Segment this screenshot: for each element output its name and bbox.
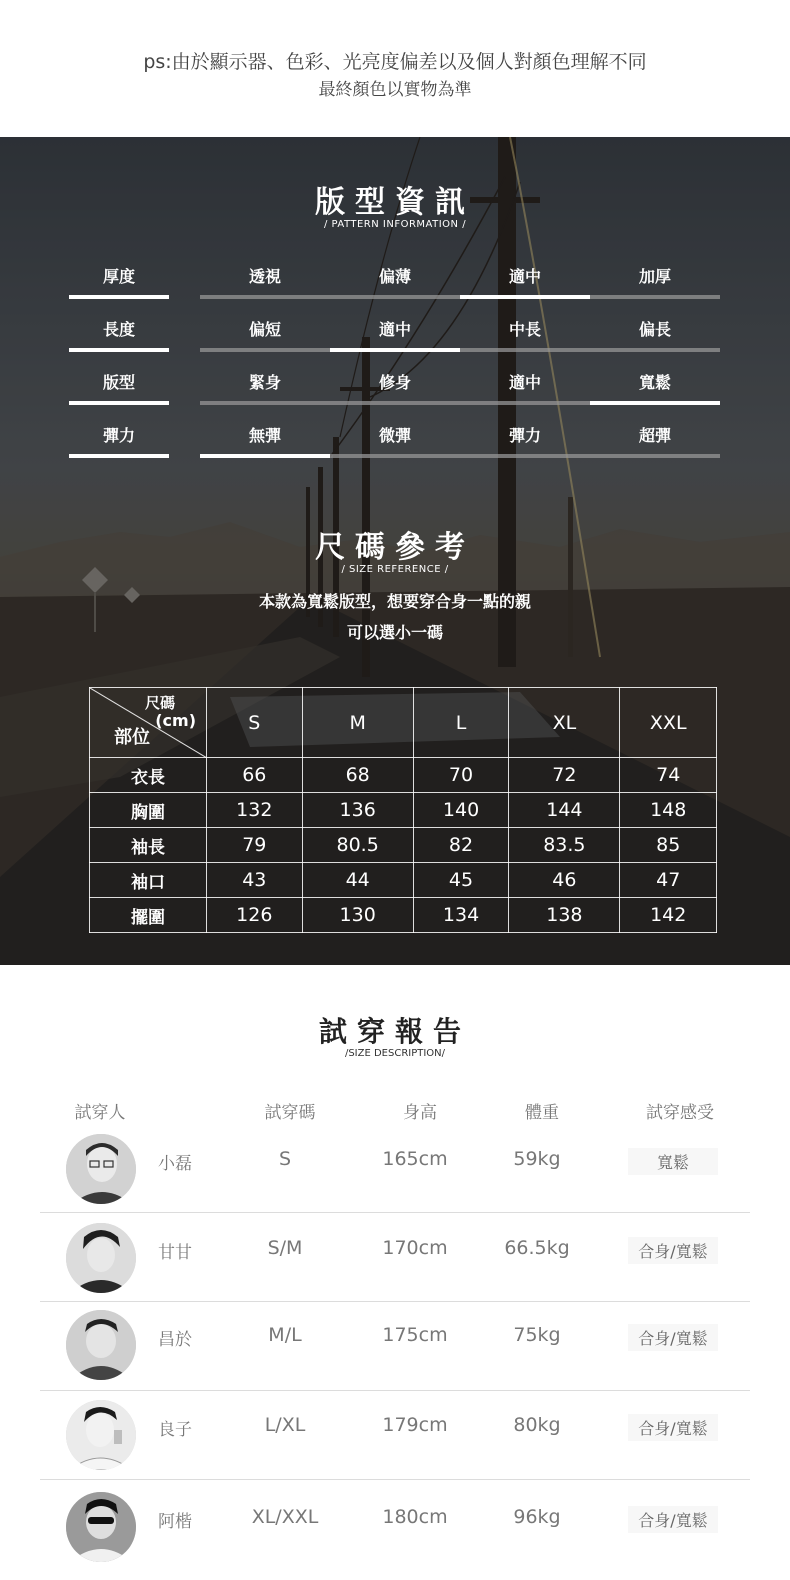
pattern-scale-selected <box>590 401 720 405</box>
pattern-row-label: 厚度 <box>102 267 135 286</box>
pattern-label-underline <box>69 348 169 352</box>
report-header-height: 身高 <box>403 1103 437 1123</box>
size-col-header: S <box>207 688 303 758</box>
tester-row <box>40 1480 750 1569</box>
size-cell: 140 <box>413 793 509 828</box>
pattern-option: 適中 <box>508 267 541 286</box>
pattern-label-underline <box>69 454 169 458</box>
pattern-option: 偏短 <box>248 320 281 339</box>
pattern-option: 偏長 <box>638 320 671 339</box>
avatar <box>66 1223 136 1293</box>
size-chart-table <box>89 687 717 933</box>
pattern-option: 適中 <box>508 373 541 392</box>
pattern-label-underline <box>69 401 169 405</box>
report-title: 試穿報告 <box>318 1015 471 1048</box>
pattern-title: 版型資訊 <box>315 185 475 220</box>
corner-unit-label: (cm) <box>155 711 196 730</box>
size-subtitle: / SIZE REFERENCE / <box>341 564 449 575</box>
pattern-option: 中長 <box>508 320 541 339</box>
size-col-header: XL <box>509 688 620 758</box>
pattern-option: 適中 <box>378 320 411 339</box>
tester-size: XL/XXL <box>251 1506 319 1528</box>
size-cell: 46 <box>509 863 620 898</box>
tester-feel: 合身/寬鬆 <box>628 1414 718 1441</box>
tester-weight: 66.5kg <box>504 1237 570 1259</box>
size-row <box>90 898 717 933</box>
pattern-scale-selected <box>330 348 460 352</box>
tester-row <box>40 1124 750 1213</box>
tester-feel: 合身/寬鬆 <box>628 1506 718 1533</box>
pattern-option: 微彈 <box>378 426 411 445</box>
avatar <box>66 1134 136 1204</box>
pattern-option: 修身 <box>378 373 411 392</box>
size-cell: 126 <box>207 898 303 933</box>
tester-name: 甘甘 <box>158 1243 192 1263</box>
person-avatar-icon <box>66 1223 136 1293</box>
pattern-size-section <box>0 137 790 965</box>
tester-weight: 80kg <box>513 1414 561 1436</box>
tester-name: 小磊 <box>158 1154 192 1174</box>
size-cell: 132 <box>207 793 303 828</box>
size-cell: 43 <box>207 863 303 898</box>
size-cell: 74 <box>620 758 717 793</box>
size-col-header: M <box>302 688 413 758</box>
person-avatar-icon <box>66 1134 136 1204</box>
size-cell: 68 <box>302 758 413 793</box>
size-cell: 148 <box>620 793 717 828</box>
report-header-tester: 試穿人 <box>74 1103 126 1123</box>
size-row-label: 胸圍 <box>90 793 207 828</box>
size-cell: 82 <box>413 828 509 863</box>
tester-size: M/L <box>268 1324 302 1346</box>
tester-height: 179cm <box>382 1414 448 1436</box>
size-col-header: XXL <box>620 688 717 758</box>
size-cell: 138 <box>509 898 620 933</box>
size-note-line-1: 本款為寬鬆版型，想要穿合身一點的親 <box>258 592 531 611</box>
pattern-option: 緊身 <box>248 373 281 392</box>
size-cell: 85 <box>620 828 717 863</box>
pattern-row-label: 彈力 <box>102 426 135 445</box>
corner-part-label: 部位 <box>114 727 150 748</box>
size-corner-cell <box>90 688 207 758</box>
tester-height: 170cm <box>382 1237 448 1259</box>
size-row-label: 衣長 <box>90 758 207 793</box>
size-row <box>90 793 717 828</box>
tester-row <box>40 1302 750 1391</box>
tester-name: 阿楷 <box>158 1512 192 1532</box>
size-cell: 134 <box>413 898 509 933</box>
size-note-line-2: 可以選小一碼 <box>346 623 443 642</box>
size-row <box>90 758 717 793</box>
notice-line-2: 最終顏色以實物為準 <box>318 80 472 100</box>
pattern-row-label: 長度 <box>102 320 135 339</box>
notice-line-1: ps:由於顯示器、色彩、光亮度偏差以及個人對顏色理解不同 <box>143 51 647 73</box>
tester-feel: 合身/寬鬆 <box>628 1324 718 1351</box>
size-row-label: 擺圍 <box>90 898 207 933</box>
size-cell: 66 <box>207 758 303 793</box>
tester-height: 165cm <box>382 1148 448 1170</box>
avatar <box>66 1400 136 1470</box>
person-avatar-icon <box>66 1310 136 1380</box>
report-header-size: 試穿碼 <box>264 1103 316 1123</box>
tester-feel: 合身/寬鬆 <box>628 1237 718 1264</box>
report-subtitle: /SIZE DESCRIPTION/ <box>344 1048 446 1059</box>
size-row <box>90 828 717 863</box>
size-cell: 72 <box>509 758 620 793</box>
pattern-scale-track <box>200 348 720 352</box>
size-cell: 79 <box>207 828 303 863</box>
pattern-option: 無彈 <box>248 426 281 445</box>
size-cell: 83.5 <box>509 828 620 863</box>
pattern-option: 透視 <box>248 267 281 286</box>
tester-size: S/M <box>267 1237 303 1259</box>
size-cell: 136 <box>302 793 413 828</box>
size-header-row <box>90 688 717 758</box>
tester-height: 180cm <box>382 1506 448 1528</box>
report-header-weight: 體重 <box>525 1103 559 1123</box>
size-title: 尺碼參考 <box>315 530 475 565</box>
pattern-row-label: 版型 <box>102 373 135 392</box>
tester-weight: 96kg <box>513 1506 561 1528</box>
corner-size-label: 尺碼 <box>144 694 175 712</box>
avatar <box>66 1310 136 1380</box>
size-col-header: L <box>413 688 509 758</box>
report-header-feel: 試穿感受 <box>646 1103 714 1123</box>
person-avatar-icon <box>66 1492 136 1562</box>
size-cell: 130 <box>302 898 413 933</box>
tester-size: S <box>278 1148 292 1170</box>
size-row <box>90 863 717 898</box>
tester-feel: 寬鬆 <box>628 1148 718 1175</box>
size-cell: 45 <box>413 863 509 898</box>
pattern-scale-selected <box>460 295 590 299</box>
tester-weight: 59kg <box>513 1148 561 1170</box>
size-row-label: 袖口 <box>90 863 207 898</box>
size-cell: 142 <box>620 898 717 933</box>
color-notice <box>0 0 790 137</box>
pattern-option: 彈力 <box>508 426 541 445</box>
size-cell: 80.5 <box>302 828 413 863</box>
size-cell: 144 <box>509 793 620 828</box>
tester-weight: 75kg <box>513 1324 561 1346</box>
pattern-option: 寬鬆 <box>638 373 671 392</box>
tester-name: 良子 <box>158 1420 192 1440</box>
tester-row <box>40 1391 750 1480</box>
pattern-option: 超彈 <box>638 426 671 445</box>
size-cell: 47 <box>620 863 717 898</box>
size-cell: 70 <box>413 758 509 793</box>
person-avatar-icon <box>66 1400 136 1470</box>
size-cell: 44 <box>302 863 413 898</box>
pattern-option: 加厚 <box>638 267 671 286</box>
pattern-scale-selected <box>200 454 330 458</box>
size-row-label: 袖長 <box>90 828 207 863</box>
pattern-subtitle: / PATTERN INFORMATION / <box>323 219 467 230</box>
avatar <box>66 1492 136 1562</box>
tester-size: L/XL <box>264 1414 306 1436</box>
pattern-label-underline <box>69 295 169 299</box>
tester-height: 175cm <box>382 1324 448 1346</box>
pattern-option: 偏薄 <box>378 267 411 286</box>
tester-row <box>40 1213 750 1302</box>
tester-name: 昌於 <box>158 1330 192 1350</box>
